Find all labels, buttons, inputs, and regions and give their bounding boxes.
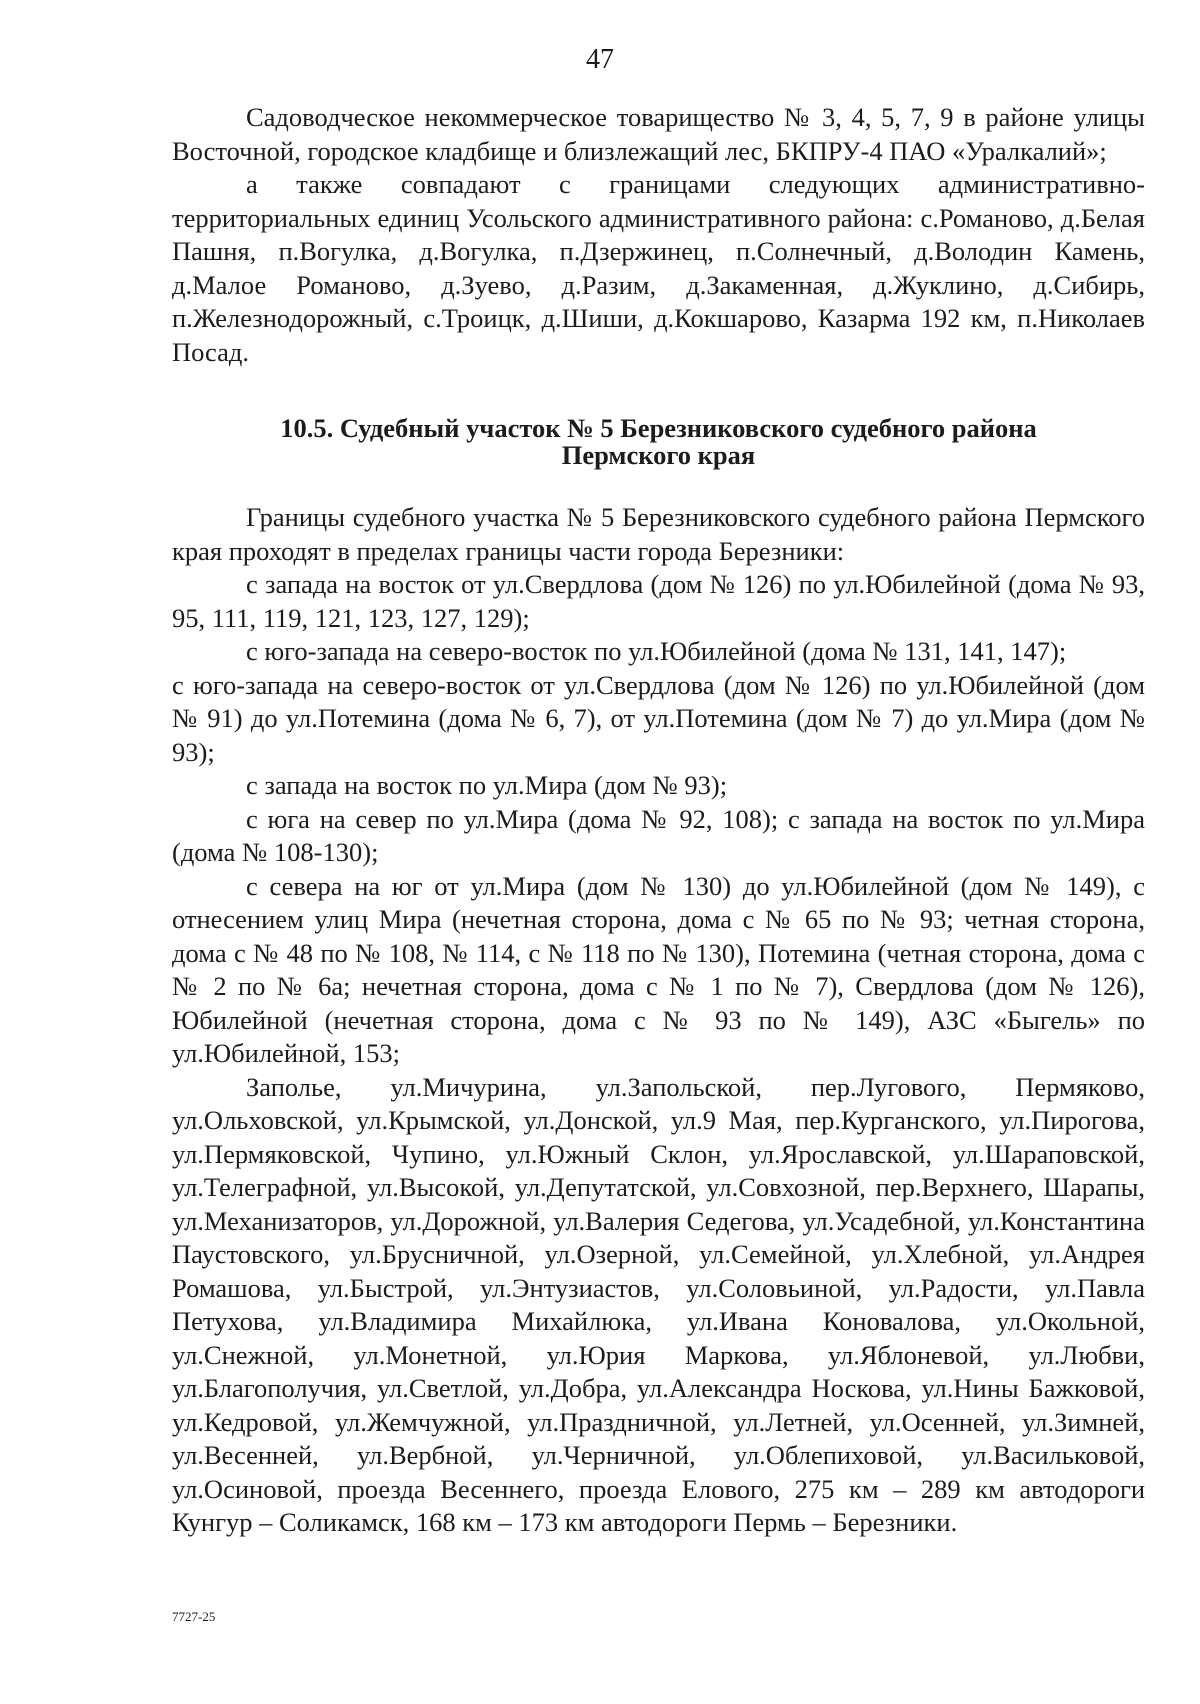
paragraph: с севера на юг от ул.Мира (дом № 130) до ул.Юбилейной (дом № 149), с отнесением улиц Мира (нечетная сторона, дома с № 65 по № 93; четная сторона, дома с № 48 по № 108, № 114, с № 118 по № 130), Потемина (четная сторона, дома с № 2 по № 6а; нечетная сторона, дома с № 1 по № 7), Свердлова (дом № 126), Юбилейной (нечетная сторона, дома с № 93 по № 149), АЗС «Быгель» по ул.Юбилейной, 153; xyxy=(172,870,1145,1068)
section-heading xyxy=(172,415,1145,469)
paragraph-garden-partnership: Садоводческое некоммерческое товарищество № 3, 4, 5, 7, 9 в районе улицы Восточной, городское кладбище и близлежащий лес, БКПРУ-4 ПАО «Уралкалий»; xyxy=(172,102,1145,166)
paragraph: с запада на восток от ул.Свердлова (дом № 126) по ул.Юбилейной (дома № 93, 95, 111, 119, 121, 123, 127, 129); xyxy=(172,569,1145,633)
paragraph: с запада на восток по ул.Мира (дом № 93); xyxy=(246,770,728,800)
document-code: 7727-25 xyxy=(172,1609,216,1624)
paragraph-streets-list: Заполье, ул.Мичурина, ул.Запольской, пер.Лугового, Пермяково, ул.Ольховской, ул.Крымской, ул.Донской, ул.9 Мая, пер.Курганского, ул.Пирогова, ул.Пермяковской, Чупино, ул.Южный Склон, ул.Ярославской, ул.Шараповской, ул.Телеграфной, ул.Высокой, ул.Депутатской, ул.Совхозной, пер.Верхнего, Шарапы, ул.Механизаторов, ул.Дорожной, ул.Валерия Седегова, ул.Усадебной, ул.Константина Паустовского, ул.Брусничной, ул.Озерной, ул.Семейной, ул.Хлебной, ул.Андрея Ромашова, ул.Быстрой, ул.Энтузиастов, ул.Соловьиной, ул.Радости, ул.Павла Петухова, ул.Владимира Михайлюка, ул.Ивана Коновалова, ул.Окольной, ул.Снежной, ул.Монетной, ул.Юрия Маркова, ул.Яблоневой, ул.Любви, ул.Благополучия, ул.Светлой, ул.Добра, ул.Александра Носкова, ул.Нины Бажковой, ул.Кедровой, ул.Жемчужной, ул.Праздничной, ул.Летней, ул.Осенней, ул.Зимней, ул.Весенней, ул.Вербной, ул.Черничной, ул.Облепиховой, ул.Васильковой, ул.Осиновой, проезда Весеннего, проезда Елового, 275 км – 289 км автодороги Кунгур – Соликамск, 168 км – 173 км автодороги Пермь – Березники. xyxy=(172,1071,1145,1537)
paragraph-usolsky-district: а также совпадают с границами следующих административно-территориальных единиц Усольского административного района: с.Романово, д.Белая Пашня, п.Вогулка, д.Вогулка, п.Дзержинец, п.Солнечный, д.Володин Камень, д.Малое Романово, д.Зуево, д.Разим, д.Закаменная, д.Жуклино, д.Сибирь, п.Железнодорожный, с.Троицк, д.Шиши, д.Кокшарово, Казарма 192 км, п.Николаев Посад. xyxy=(172,169,1145,367)
paragraph: с юго-запада на северо-восток от ул.Свердлова (дом № 126) по ул.Юбилейной (дом № 91) до ул.Потемина (дома № 6, 7), от ул.Потемина (дом № 7) до ул.Мира (дом № 93); xyxy=(172,669,1145,767)
text-block-top xyxy=(172,101,1145,369)
paragraph: с юго-запада на северо-восток по ул.Юбилейной (дома № 131, 141, 147); xyxy=(246,636,1067,666)
paragraph: с юга на север по ул.Мира (дома № 92, 108); с запада на восток по ул.Мира (дома № 108-130); xyxy=(172,803,1145,867)
section-heading-line-1: 10.5. Судебный участок № 5 Березниковского судебного района xyxy=(280,413,1037,443)
section-heading-line-2: Пермского края xyxy=(561,440,756,470)
paragraph: Границы судебного участка № 5 Березниковского судебного района Пермского края проходят в пределах границы части города Березники: xyxy=(172,502,1145,566)
page-number: 47 xyxy=(586,44,614,75)
text-block-section xyxy=(172,501,1145,1540)
